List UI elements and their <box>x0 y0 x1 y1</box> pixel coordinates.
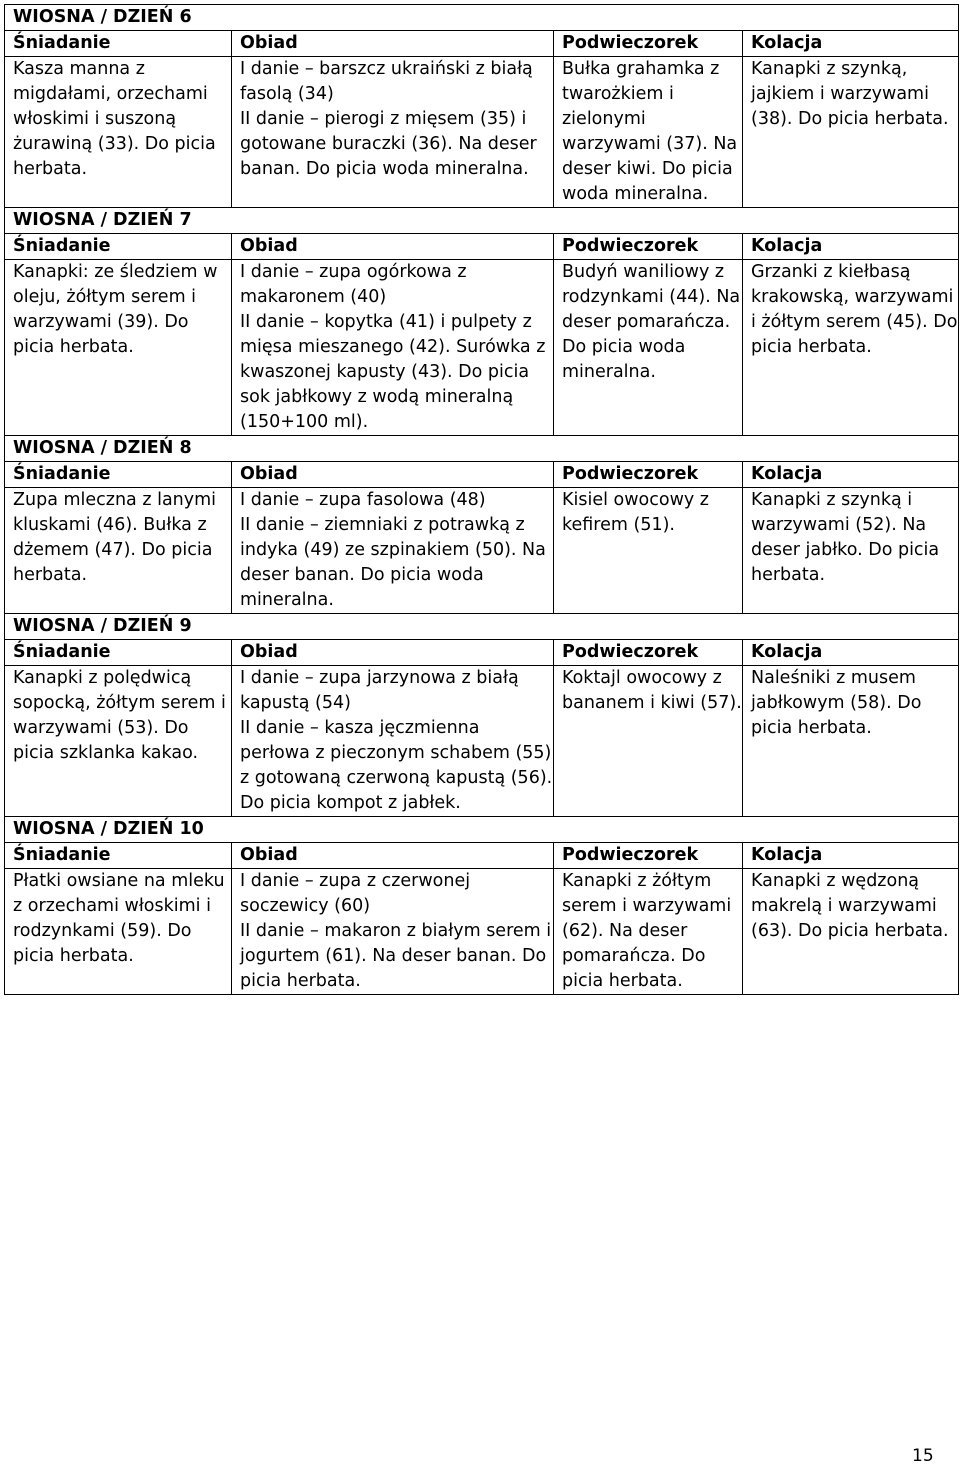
day-title-row <box>5 436 959 462</box>
meal-snack: Budyń waniliowy z rodzynkami (44). Na deser pomarańcza. Do picia woda mineralna. <box>554 260 743 436</box>
meal-dinner: Grzanki z kiełbasą krakowską, warzywami i żółtym serem (45). Do picia herbata. <box>743 260 959 436</box>
header-breakfast: Śniadanie <box>5 843 232 869</box>
header-breakfast: Śniadanie <box>5 640 232 666</box>
header-breakfast: Śniadanie <box>5 31 232 57</box>
header-lunch: Obiad <box>232 31 554 57</box>
header-snack: Podwieczorek <box>554 234 743 260</box>
meal-dinner: Kanapki z szynką i warzywami (52). Na deser jabłko. Do picia herbata. <box>743 488 959 614</box>
meal-dinner: Kanapki z szynką, jajkiem i warzywami (38). Do picia herbata. <box>743 57 959 208</box>
meal-breakfast: Płatki owsiane na mleku z orzechami włoskimi i rodzynkami (59). Do picia herbata. <box>5 869 232 995</box>
header-dinner: Kolacja <box>743 462 959 488</box>
header-snack: Podwieczorek <box>554 462 743 488</box>
meal-snack: Koktajl owocowy z bananem i kiwi (57). <box>554 666 743 817</box>
day-title: WIOSNA / DZIEŃ 9 <box>5 614 959 640</box>
page-number: 15 <box>912 1446 934 1466</box>
meal-breakfast: Kanapki: ze śledziem w oleju, żółtym serem i warzywami (39). Do picia herbata. <box>5 260 232 436</box>
day-title: WIOSNA / DZIEŃ 10 <box>5 817 959 843</box>
meal-header-row <box>5 462 959 488</box>
meal-row <box>5 488 959 614</box>
header-breakfast: Śniadanie <box>5 462 232 488</box>
meal-row <box>5 57 959 208</box>
header-snack: Podwieczorek <box>554 843 743 869</box>
meal-breakfast: Kasza manna z migdałami, orzechami włoskimi i suszoną żurawiną (33). Do picia herbata. <box>5 57 232 208</box>
day-title-row <box>5 208 959 234</box>
meal-snack: Kanapki z żółtym serem i warzywami (62). Na deser pomarańcza. Do picia herbata. <box>554 869 743 995</box>
meal-lunch: I danie – zupa jarzynowa z białą kapustą (54) II danie – kasza jęczmienna perłowa z pieczonym schabem (55) z gotowaną czerwoną kapustą (56). Do picia kompot z jabłek. <box>232 666 554 817</box>
meal-lunch: I danie – barszcz ukraiński z białą fasolą (34) II danie – pierogi z mięsem (35) i gotowane buraczki (36). Na deser banan. Do picia woda mineralna. <box>232 57 554 208</box>
day-title: WIOSNA / DZIEŃ 7 <box>5 208 959 234</box>
meal-dinner: Naleśniki z musem jabłkowym (58). Do picia herbata. <box>743 666 959 817</box>
menu-body <box>5 5 959 995</box>
meal-breakfast: Kanapki z polędwicą sopocką, żółtym serem i warzywami (53). Do picia szklanka kakao. <box>5 666 232 817</box>
header-lunch: Obiad <box>232 843 554 869</box>
header-lunch: Obiad <box>232 462 554 488</box>
meal-lunch: I danie – zupa z czerwonej soczewicy (60) II danie – makaron z białym serem i jogurtem (61). Na deser banan. Do picia herbata. <box>232 869 554 995</box>
day-title-row <box>5 817 959 843</box>
header-lunch: Obiad <box>232 640 554 666</box>
header-dinner: Kolacja <box>743 640 959 666</box>
day-title-row <box>5 614 959 640</box>
header-lunch: Obiad <box>232 234 554 260</box>
meal-dinner: Kanapki z wędzoną makrelą i warzywami (63). Do picia herbata. <box>743 869 959 995</box>
header-dinner: Kolacja <box>743 843 959 869</box>
meal-header-row <box>5 843 959 869</box>
meal-snack: Kisiel owocowy z kefirem (51). <box>554 488 743 614</box>
header-dinner: Kolacja <box>743 31 959 57</box>
meal-header-row <box>5 640 959 666</box>
meal-snack: Bułka grahamka z twarożkiem i zielonymi warzywami (37). Na deser kiwi. Do picia woda mineralna. <box>554 57 743 208</box>
meal-row <box>5 666 959 817</box>
day-title: WIOSNA / DZIEŃ 8 <box>5 436 959 462</box>
meal-header-row <box>5 234 959 260</box>
meal-row <box>5 260 959 436</box>
meal-row <box>5 869 959 995</box>
header-dinner: Kolacja <box>743 234 959 260</box>
menu-table <box>4 4 959 995</box>
header-snack: Podwieczorek <box>554 640 743 666</box>
header-snack: Podwieczorek <box>554 31 743 57</box>
meal-lunch: I danie – zupa fasolowa (48) II danie – ziemniaki z potrawką z indyka (49) ze szpinakiem (50). Na deser banan. Do picia woda mineralna. <box>232 488 554 614</box>
header-breakfast: Śniadanie <box>5 234 232 260</box>
day-title: WIOSNA / DZIEŃ 6 <box>5 5 959 31</box>
day-title-row <box>5 5 959 31</box>
meal-breakfast: Zupa mleczna z lanymi kluskami (46). Bułka z dżemem (47). Do picia herbata. <box>5 488 232 614</box>
meal-lunch: I danie – zupa ogórkowa z makaronem (40) II danie – kopytka (41) i pulpety z mięsa mieszanego (42). Surówka z kwaszonej kapusty (43). Do picia sok jabłkowy z wodą mineralną (150+100 ml). <box>232 260 554 436</box>
meal-header-row <box>5 31 959 57</box>
